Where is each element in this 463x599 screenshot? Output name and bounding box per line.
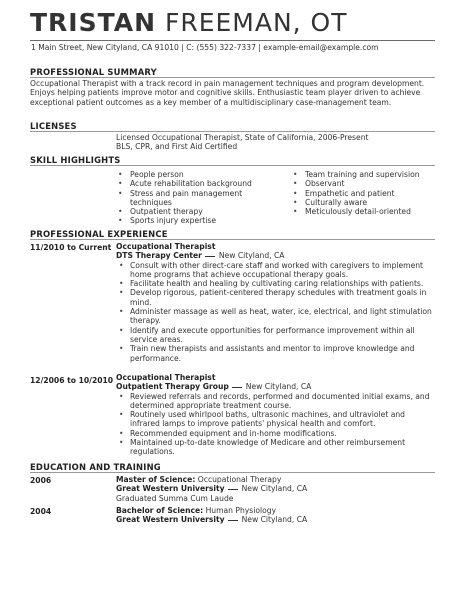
education-entry	[116, 475, 434, 503]
education-year: 2006	[30, 476, 52, 485]
job-title: Occupational Therapist	[116, 242, 216, 251]
summary-text: Occupational Therapist with a track record in pain management techniques and program development. Enjoys helping patients improve motor and cognitive skills. Enthusiastic team player driven to achieve exceptional patient outcomes as a key member of a multidisciplinary case-management team.	[30, 79, 425, 107]
honor-line: Graduated Summa Cum Laude	[116, 493, 234, 503]
job-bullets	[116, 261, 434, 363]
school-location: New Cityland, CA	[241, 484, 308, 494]
job-bullet: • Administer massage as well as heat, water, ice, electrical, and light stimulation therapy.	[116, 307, 434, 326]
licenses-divider	[30, 131, 435, 132]
school-line	[116, 515, 434, 524]
skill-item: • Acute rehabilitation background	[116, 179, 281, 188]
job-title: Occupational Therapist	[116, 373, 216, 382]
experience-divider	[30, 239, 435, 240]
skill-item: • Culturally aware	[291, 198, 441, 207]
last-name: FREEMAN, OT	[164, 8, 348, 37]
employer-location: New Cityland, CA	[218, 251, 285, 261]
degree-name: Bachelor of Science	[116, 506, 201, 515]
summary-heading: PROFESSIONAL SUMMARY	[30, 67, 157, 77]
job-employer-line	[116, 382, 434, 391]
school-location: New Cityland, CA	[241, 515, 308, 525]
job-entry	[116, 373, 434, 457]
job-bullets	[116, 392, 434, 457]
job-dates: 12/2006 to 10/2010	[30, 376, 114, 385]
skills-column-left	[116, 170, 281, 226]
education-entry	[116, 506, 434, 525]
skills-divider	[30, 165, 435, 166]
school-line	[116, 484, 434, 493]
licenses-heading: LICENSES	[30, 121, 77, 131]
skill-item: • People person	[116, 170, 281, 179]
education-heading: EDUCATION AND TRAINING	[30, 462, 161, 472]
skill-item: • Observant	[291, 179, 441, 188]
skill-item: • Empathetic and patient	[291, 189, 441, 198]
skill-item: • Team training and supervision	[291, 170, 441, 179]
licenses-list	[116, 133, 416, 152]
skill-item: • Meticulously detail-oriented	[291, 207, 441, 216]
degree-line: Bachelor of Science: Human Physiology	[116, 506, 277, 515]
education-divider	[30, 472, 435, 473]
job-bullet: • Recommended equipment and in-home modifications.	[116, 429, 434, 438]
skills-column-right	[291, 170, 441, 216]
license-item: Licensed Occupational Therapist, State of California, 2006-Present	[116, 133, 369, 142]
skill-item: • Stress and pain management techniques	[116, 189, 281, 208]
degree-name: Master of Science	[116, 475, 193, 484]
job-bullet: • Routinely used whirlpool baths, ultrasonic machines, and ultraviolet and infrared lamps to improve patients' physical health and comfort.	[116, 410, 434, 429]
degree-line: Master of Science: Occupational Therapy	[116, 475, 282, 484]
job-bullet: • Reviewed referrals and records, performed and documented initial exams, and determined appropriate treatment course.	[116, 392, 434, 411]
license-item: BLS, CPR, and First Aid Certified	[116, 142, 238, 152]
skills-heading: SKILL HIGHLIGHTS	[30, 155, 121, 165]
candidate-name	[30, 8, 348, 37]
job-bullet: • Develop rigorous, patient-centered therapy schedules with treatment goals in mind.	[116, 288, 434, 307]
job-bullet: • Maintained up-to-date knowledge of Medicare and other reimbursement regulations.	[116, 438, 434, 457]
skill-item: • Outpatient therapy	[116, 207, 281, 216]
education-year: 2004	[30, 507, 52, 516]
job-bullet: • Identify and execute opportunities for performance improvement within all service areas.	[116, 326, 434, 345]
dash-separator	[232, 387, 242, 388]
job-employer-line	[116, 251, 434, 260]
dash-separator	[205, 256, 215, 257]
degree-field: Human Physiology	[205, 506, 277, 515]
job-bullet: • Consult with other direct-care staff and worked with caregivers to implement home programs that achieve occupational therapy goals.	[116, 261, 434, 280]
school-name: Great Western University	[116, 515, 225, 525]
degree-field: Occupational Therapy	[197, 475, 282, 484]
experience-heading: PROFESSIONAL EXPERIENCE	[30, 229, 168, 239]
employer-location: New Cityland, CA	[245, 382, 312, 392]
first-name: TRISTAN	[30, 8, 156, 37]
skill-item: • Sports injury expertise	[116, 216, 281, 225]
summary-divider	[30, 77, 435, 78]
employer-name: Outpatient Therapy Group	[116, 382, 229, 392]
header-divider	[30, 40, 435, 41]
employer-name: DTS Therapy Center	[116, 251, 202, 261]
contact-line: 1 Main Street, New Cityland, CA 91010 | C: (555) 322-7337 | example-email@example.com	[31, 43, 379, 52]
job-dates: 11/2010 to Current	[30, 243, 112, 252]
dash-separator	[228, 520, 238, 521]
school-name: Great Western University	[116, 484, 225, 494]
job-bullet: • Train new therapists and assistants and mentor to improve knowledge and performance.	[116, 344, 434, 363]
job-bullet: • Facilitate health and healing by cultivating caring relationships with patients.	[116, 279, 434, 288]
job-entry	[116, 242, 434, 363]
dash-separator	[228, 489, 238, 490]
